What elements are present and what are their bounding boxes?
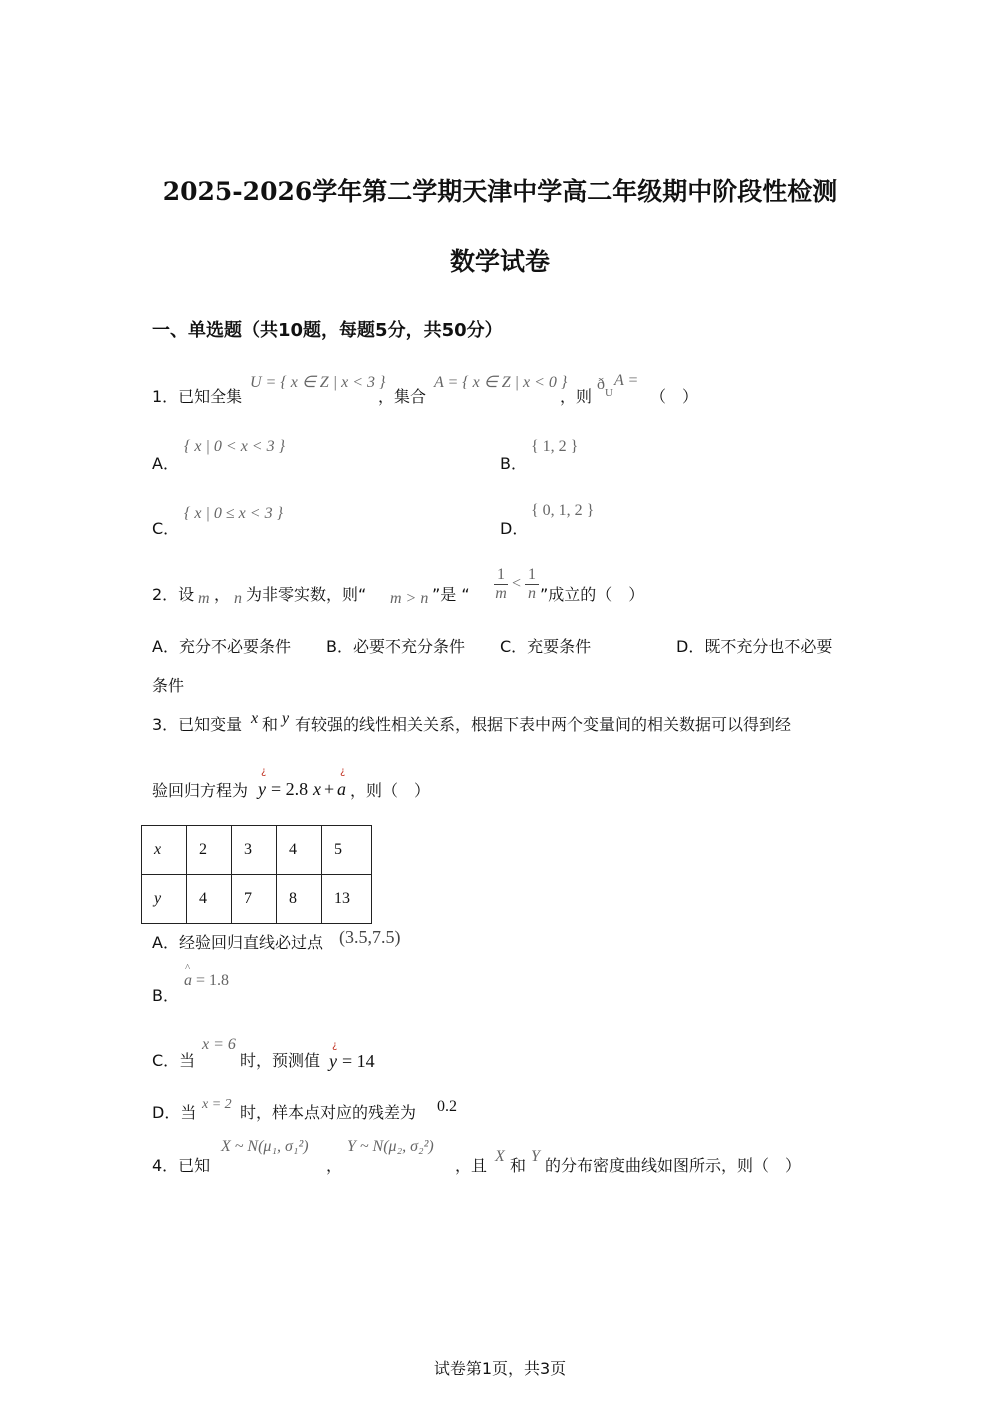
q2-option-d-tail: 条件 bbox=[152, 676, 185, 695]
table-cell: 4 bbox=[187, 875, 232, 924]
q3-option-c-value: = 14 bbox=[342, 1051, 375, 1071]
q2-text1: 为非零实数，则“ bbox=[246, 585, 367, 604]
q3-option-b-a: a bbox=[184, 972, 192, 989]
q3-option-d-a: D．当 bbox=[152, 1103, 197, 1122]
q2-option-b: B．必要不充分条件 bbox=[326, 637, 465, 656]
q3-var-x: x bbox=[251, 710, 259, 727]
q2-var-m: m bbox=[198, 590, 210, 607]
q2-text3: ”成立的（ ） bbox=[540, 585, 645, 604]
q3-eq-mid: = 2.8 bbox=[271, 779, 309, 799]
q2-option-d: D．既不充分也不必要 bbox=[676, 637, 833, 656]
q3-line1-c: 有较强的线性相关关系，根据下表中两个变量间的相关数据可以得到经 bbox=[295, 715, 792, 734]
table-row bbox=[142, 875, 372, 924]
q1-complement-sub: U bbox=[605, 387, 613, 399]
q2-option-c: C．充要条件 bbox=[500, 637, 592, 656]
q3-option-c-y: y bbox=[329, 1051, 337, 1071]
q1-mid: ，集合 bbox=[378, 387, 427, 406]
q2-condition: m > n bbox=[390, 590, 429, 607]
q3-option-b-value: = 1.8 bbox=[196, 972, 230, 989]
q1-option-c-math: { x | 0 ≤ x < 3 } bbox=[184, 505, 283, 522]
q3-option-d-cond: x = 2 bbox=[202, 1097, 232, 1112]
q4-dist-y: Y ~ N(μ₂, σ₂²) bbox=[347, 1138, 434, 1155]
q4-var-y: Y bbox=[531, 1148, 540, 1165]
q2-frac-right-den: n bbox=[525, 584, 539, 603]
q1-option-c-label: C． bbox=[152, 519, 180, 538]
q1-paren: （ ） bbox=[650, 387, 699, 406]
table-header-x: x bbox=[142, 826, 187, 875]
q3-option-a-math: (3.5,7.5) bbox=[339, 927, 401, 947]
q1-then: ，则 bbox=[560, 387, 593, 406]
q1-option-b-label: B． bbox=[500, 454, 527, 473]
q1-option-d-label: D． bbox=[500, 519, 529, 538]
q2-fraction-left bbox=[494, 566, 508, 603]
q4-dist-x: X ~ N(μ₁, σ₁²) bbox=[221, 1138, 309, 1155]
section-heading: 一、单选题（共10题，每题5分，共50分） bbox=[152, 320, 503, 341]
q3-eq-y: y bbox=[258, 779, 266, 799]
q3-line1-b: 和 bbox=[262, 715, 279, 734]
q4-comma: ， bbox=[326, 1156, 343, 1175]
q4-var-x: X bbox=[495, 1148, 505, 1165]
q3-option-c-b: 时，预测值 bbox=[240, 1051, 321, 1070]
q3-option-c-hat: ¿ bbox=[332, 1040, 338, 1051]
q2-prefix: 2．设 bbox=[152, 585, 195, 604]
q3-option-c-cond: x = 6 bbox=[202, 1036, 236, 1053]
table-cell: 7 bbox=[232, 875, 277, 924]
table-cell: 3 bbox=[232, 826, 277, 875]
q3-data-table bbox=[141, 825, 372, 924]
q3-option-c-a: C．当 bbox=[152, 1051, 196, 1070]
q2-var-n: n bbox=[234, 590, 242, 607]
q3-option-d-b: 时，样本点对应的残差为 bbox=[240, 1103, 417, 1122]
q3-eq-plus: + bbox=[324, 779, 335, 799]
q2-frac-right-num: 1 bbox=[528, 566, 536, 583]
q3-line2-b: ，则（ ） bbox=[350, 781, 431, 800]
q4-prefix: 4．已知 bbox=[152, 1156, 211, 1175]
table-cell: 13 bbox=[322, 875, 372, 924]
page-footer: 试卷第1页，共3页 bbox=[433, 1359, 567, 1378]
q1-set-a: A = { x ∈ Z | x < 0 } bbox=[434, 374, 568, 391]
table-header-y: y bbox=[142, 875, 187, 924]
q1-option-a-math: { x | 0 < x < 3 } bbox=[184, 438, 285, 455]
q3-option-b-label: B． bbox=[152, 986, 179, 1005]
q2-less-than: < bbox=[512, 575, 522, 592]
q1-set-u: U = { x ∈ Z | x < 3 } bbox=[250, 374, 386, 391]
q4-mid: ，且 bbox=[455, 1156, 488, 1175]
q3-hat-y: ¿ bbox=[261, 766, 267, 777]
q4-and: 和 bbox=[510, 1156, 527, 1175]
q3-option-a-text: A．经验回归直线必过点 bbox=[152, 933, 323, 952]
table-cell: 8 bbox=[277, 875, 322, 924]
q3-line2-a: 验回归方程为 bbox=[152, 781, 249, 800]
table-cell: 2 bbox=[187, 826, 232, 875]
q1-complement-a: A = bbox=[614, 372, 639, 389]
q3-eq-x: x bbox=[313, 779, 321, 799]
q3-var-y: y bbox=[282, 710, 290, 727]
q3-eq-a: a bbox=[337, 779, 346, 799]
q1-option-a-label: A． bbox=[152, 454, 179, 473]
q2-comma: ， bbox=[214, 585, 231, 604]
q3-hat-a: ¿ bbox=[340, 766, 346, 777]
q1-complement-symbol: ð bbox=[597, 376, 605, 393]
q3-line1-a: 3．已知变量 bbox=[152, 715, 243, 734]
table-cell: 4 bbox=[277, 826, 322, 875]
q2-fraction-right bbox=[525, 566, 539, 603]
exam-title-line2: 数学试卷 bbox=[449, 247, 550, 276]
q2-option-a: A．充分不必要条件 bbox=[152, 637, 291, 656]
q2-frac-left-den: m bbox=[495, 585, 507, 602]
q3-option-b-hat: ^ bbox=[185, 962, 191, 974]
q2-frac-left-num: 1 bbox=[497, 566, 505, 583]
q2-text2: ”是 “ bbox=[432, 585, 470, 604]
q1-option-b-math: { 1, 2 } bbox=[531, 438, 579, 455]
q1-prefix: 1．已知全集 bbox=[152, 387, 243, 406]
table-row bbox=[142, 826, 372, 875]
q4-suffix: 的分布密度曲线如图所示，则（ ） bbox=[545, 1156, 802, 1175]
q1-option-d-math: { 0, 1, 2 } bbox=[531, 502, 595, 519]
q3-option-d-value: 0.2 bbox=[437, 1098, 457, 1115]
table-cell: 5 bbox=[322, 826, 372, 875]
exam-title-line1: 2025-2026学年第二学期天津中学高二年级期中阶段性检测 bbox=[162, 177, 838, 206]
